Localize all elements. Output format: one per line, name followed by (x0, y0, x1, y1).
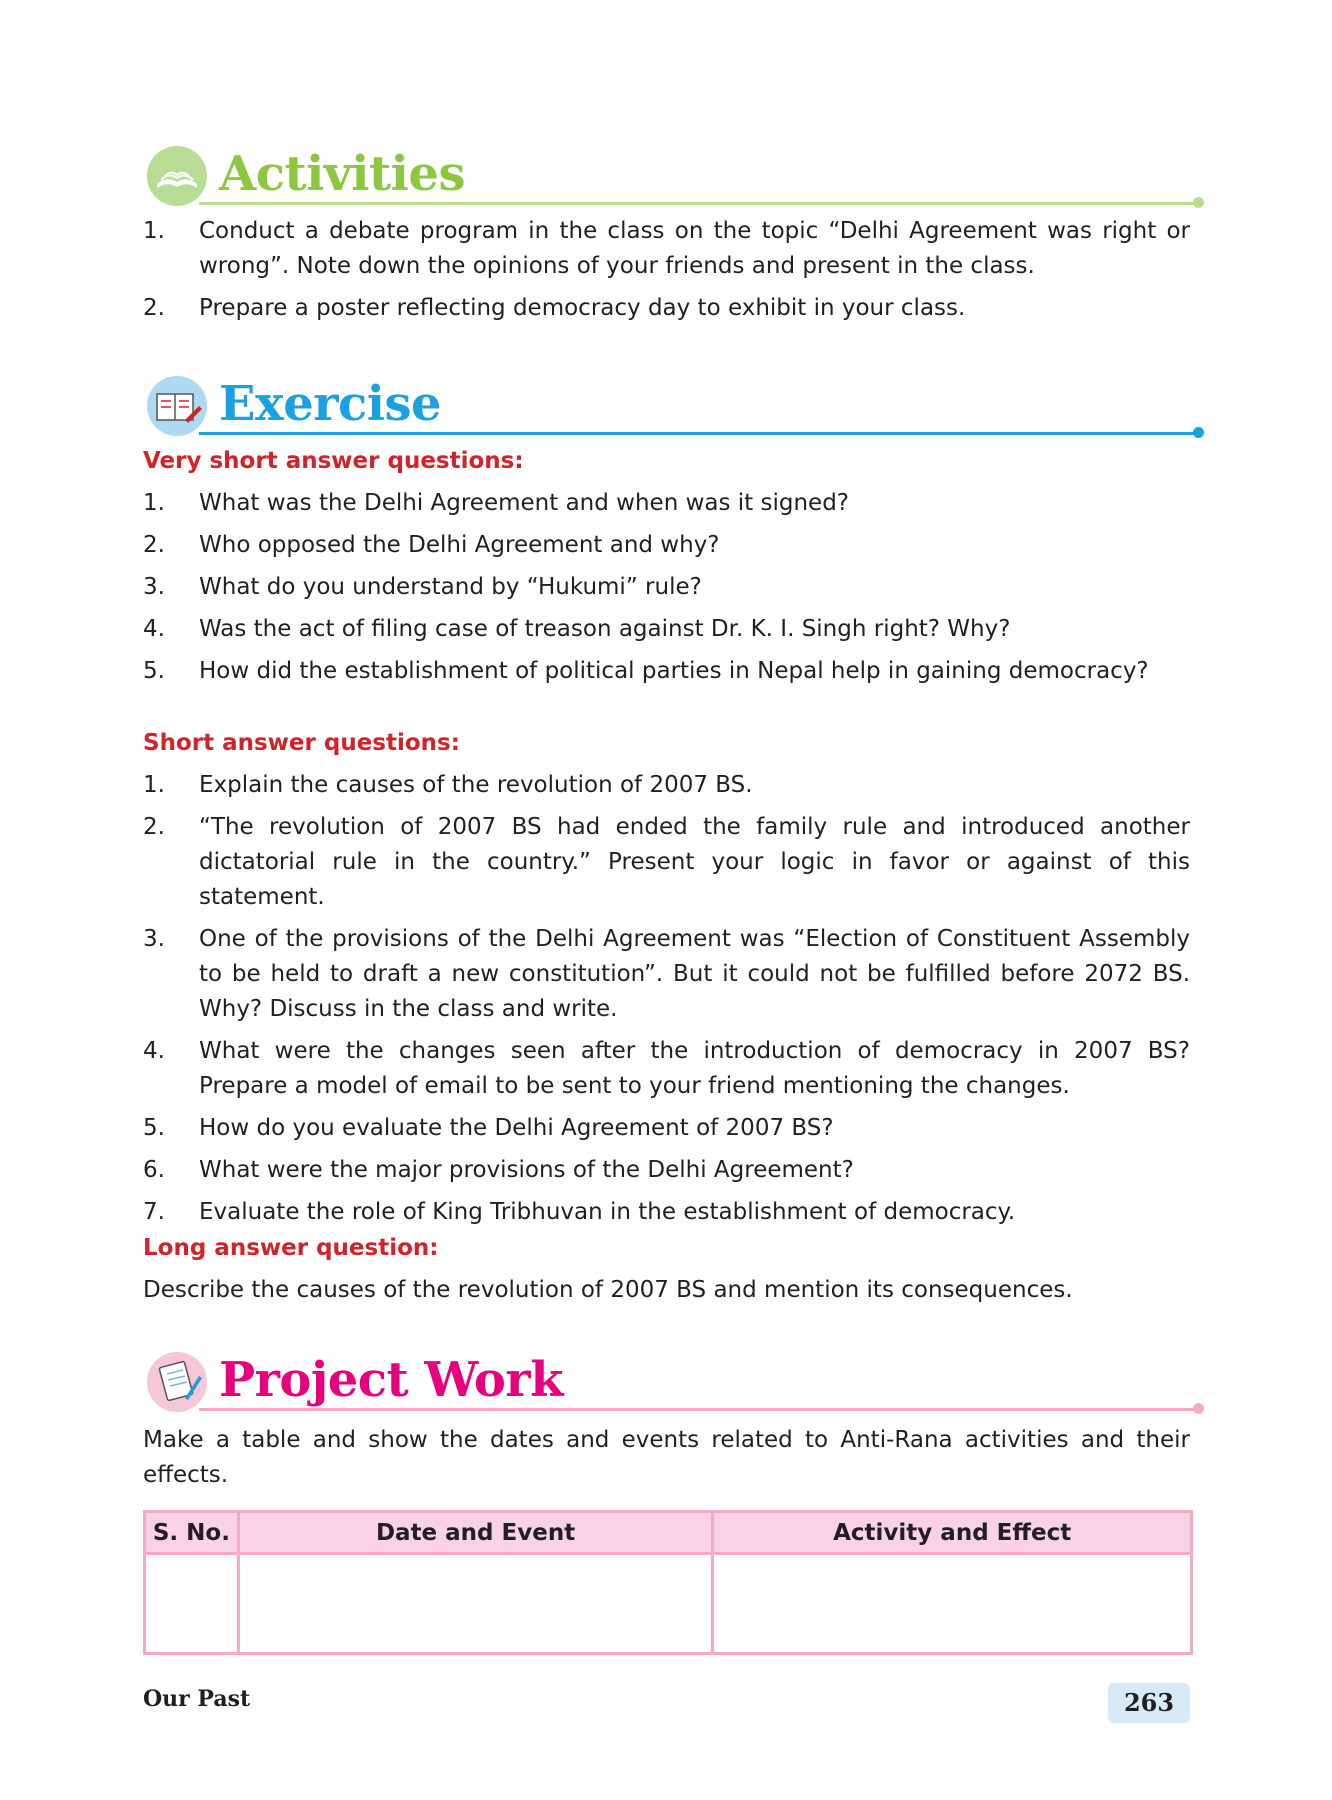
list-item: 4. What were the changes seen after the introduction of democracy in 2007 BS? Prepare a model of email to be sent to your friend mentioning the changes. (143, 1038, 1190, 1099)
list-item: 3. One of the provisions of the Delhi Agreement was “Election of Constituent Assembly to be held to draft a new constitution”. But it could not be fulfilled before 2072 BS. Why? Discuss in the class and write. (143, 926, 1190, 1022)
list-item: 2. Prepare a poster reflecting democracy day to exhibit in your class. (143, 295, 966, 321)
col-date-event: Date and Event (238, 1512, 713, 1554)
list-item: 4. Was the act of filing case of treason against Dr. K. I. Singh right? Why? (143, 616, 1011, 642)
exercise-rule (199, 432, 1199, 435)
very-short-heading: Very short answer questions: (143, 448, 524, 474)
clipboard-pencil-icon (147, 1352, 207, 1412)
table-header-row (145, 1512, 1192, 1554)
open-book-icon (147, 146, 207, 206)
activities-list (143, 214, 1190, 326)
table-cell[interactable] (713, 1554, 1192, 1654)
short-list (143, 768, 1190, 1230)
project-rule (199, 1408, 1199, 1411)
project-rule-dot (1193, 1403, 1204, 1414)
page-number: 263 (1108, 1683, 1190, 1723)
list-item: 5. How do you evaluate the Delhi Agreement of 2007 BS? (143, 1115, 834, 1141)
very-short-list (143, 486, 1190, 689)
project-header (143, 1352, 1203, 1422)
table-row (145, 1554, 1192, 1654)
col-activity-effect: Activity and Effect (713, 1512, 1192, 1554)
exercise-title: Exercise (219, 376, 442, 432)
activities-header (143, 146, 1203, 216)
book-title: Our Past (143, 1686, 251, 1712)
project-table (143, 1510, 1193, 1655)
list-item: 7. Evaluate the role of King Tribhuvan in the establishment of democracy. (143, 1199, 1016, 1225)
activities-title: Activities (219, 146, 465, 202)
exercise-header (143, 376, 1203, 446)
list-item: 3. What do you understand by “Hukumi” rule? (143, 574, 702, 600)
list-item: 1. What was the Delhi Agreement and when was it signed? (143, 490, 850, 516)
long-heading: Long answer question: (143, 1235, 439, 1261)
list-item: 5. How did the establishment of political parties in Nepal help in gaining democracy? (143, 658, 1149, 684)
project-title: Project Work (219, 1352, 563, 1408)
table-cell[interactable] (238, 1554, 713, 1654)
list-item: 1. Conduct a debate program in the class on the topic “Delhi Agreement was right or wrong”. Note down the opinions of your friends and present in the class. (143, 218, 1190, 279)
activities-rule-dot (1193, 197, 1204, 208)
long-question: Describe the causes of the revolution of 2007 BS and mention its consequences. (143, 1277, 1073, 1303)
exercise-rule-dot (1193, 427, 1204, 438)
short-heading: Short answer questions: (143, 730, 460, 756)
list-item: 6. What were the major provisions of the Delhi Agreement? (143, 1157, 854, 1183)
list-item: 2. “The revolution of 2007 BS had ended the family rule and introduced another dictatorial rule in the country.” Present your logic in favor or against of this statement. (143, 814, 1190, 910)
list-item: 2. Who opposed the Delhi Agreement and why? (143, 532, 720, 558)
activities-rule (199, 202, 1199, 205)
list-item: 1. Explain the causes of the revolution of 2007 BS. (143, 772, 753, 798)
table-cell[interactable] (145, 1554, 239, 1654)
notebook-pencil-icon (147, 376, 207, 436)
project-instructions: Make a table and show the dates and events related to Anti-Rana activities and their effects. (143, 1427, 1190, 1488)
col-sno: S. No. (145, 1512, 239, 1554)
